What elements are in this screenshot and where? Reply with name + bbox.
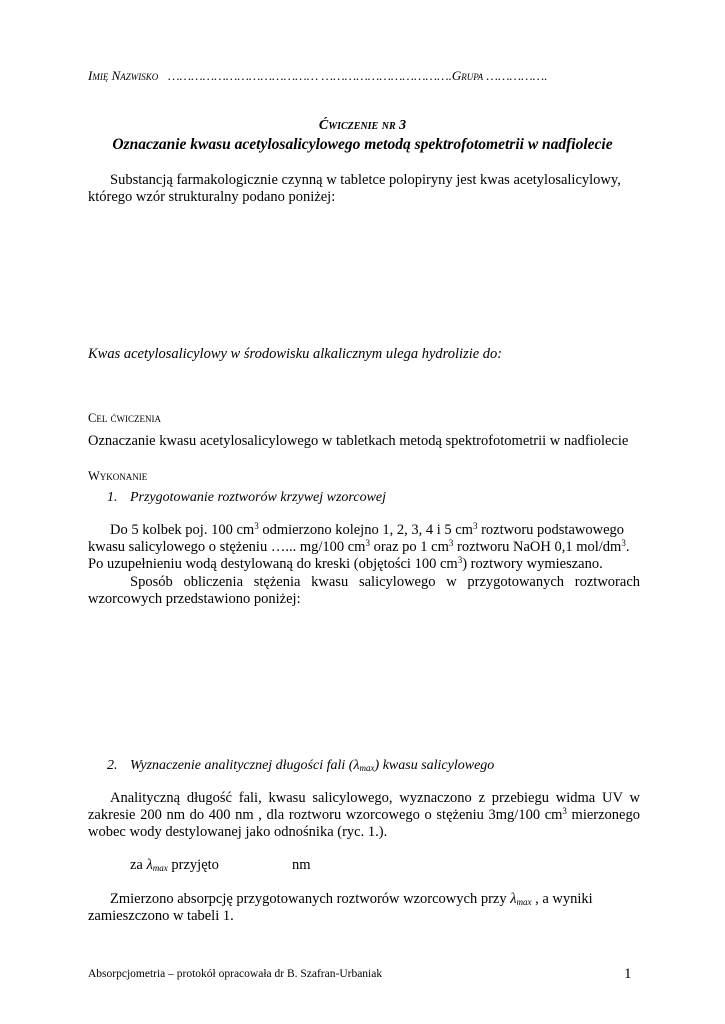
step-1-title: Przygotowanie roztworów krzywej wzorcowej — [130, 490, 387, 505]
step-1-number: 1. — [107, 490, 118, 505]
calculation-space — [88, 612, 640, 752]
calculation-paragraph: Sposób obliczenia stężenia kwasu salicylowego w przygotowanych roztworach wzorcowych przedstawiono poniżej: — [88, 574, 640, 607]
procedure-heading: Wykonanie — [88, 469, 148, 483]
lambda-symbol: λ — [353, 758, 360, 773]
hydrolysis-text: Kwas acetylosalicylowy w środowisku alkalicznym ulega hydrolizie do: — [88, 346, 503, 362]
lambda-unit: nm — [292, 857, 311, 873]
name-label: Imię Nazwisko — [88, 68, 159, 83]
student-header — [88, 68, 547, 84]
wavelength-paragraph: Analityczną długość fali, kwasu salicylowego, wyznaczono z przebiegu widma UV w zakresie 200 nm do 400 nm , dla roztworu wzorcowego o stężeniu 3mg/100 $cm^3$ mierzonego wobec wody destylowanej jako odnośnika (ryc. 1.). — [88, 790, 640, 840]
name-dots: ………………………………… ……………………………. — [168, 68, 452, 83]
absorbance-paragraph: Zmierzono absorpcję przygotowanych roztworów wzorcowych przy $\lambda_{max}$ , a wyniki zamieszczono w tabeli 1. — [88, 891, 593, 924]
exercise-number: Ćwiczenie nr 3 — [318, 118, 407, 133]
aim-heading: Cel ćwiczenia — [88, 411, 161, 425]
page-number: 1 — [624, 966, 632, 982]
aim-text: Oznaczanie kwasu acetylosalicylowego w tabletkach metodą spektrofotometrii w nadfiolecie — [88, 433, 629, 449]
step-2-number: 2. — [107, 758, 118, 773]
lambda-accepted-line: za $\lambda_{max}$ przyjęto — [130, 857, 219, 873]
structural-formula-space — [88, 212, 640, 340]
intro-paragraph: Substancją farmakologicznie czynną w tabletce polopiryny jest kwas acetylosalicylowy, którego wzór strukturalny podano poniżej: — [88, 172, 621, 205]
exercise-title: Oznaczanie kwasu acetylosalicylowego metodą spektrofotometrii w nadfiolecie — [112, 136, 613, 153]
step-1-heading — [107, 490, 386, 506]
standard-solutions-paragraph: Do 5 kolbek poj. 100 $cm^3$ odmierzono kolejno 1, 2, 3, 4 i 5 $cm^3$ roztworu podstawowego kwasu salicylowego o stężeniu …... mg/100 $cm^3$ oraz po 1 $cm^3$ roztworu NaOH 0,1 mol/$dm^3$. Po uzupełnieniu wodą destylowaną do kreski (objętości 100 $cm^3$) roztwory wymieszano. — [88, 521, 630, 572]
group-dots: ……………. — [486, 68, 548, 83]
group-label: Grupa — [451, 68, 484, 83]
step-2-heading: 2. Wyznaczenie analitycznej długości fali $(\lambda_{max})$ kwasu salicylowego — [107, 758, 495, 773]
footer-text: Absorpcjometria – protokół opracowała dr B. Szafran-Urbaniak — [88, 968, 383, 980]
